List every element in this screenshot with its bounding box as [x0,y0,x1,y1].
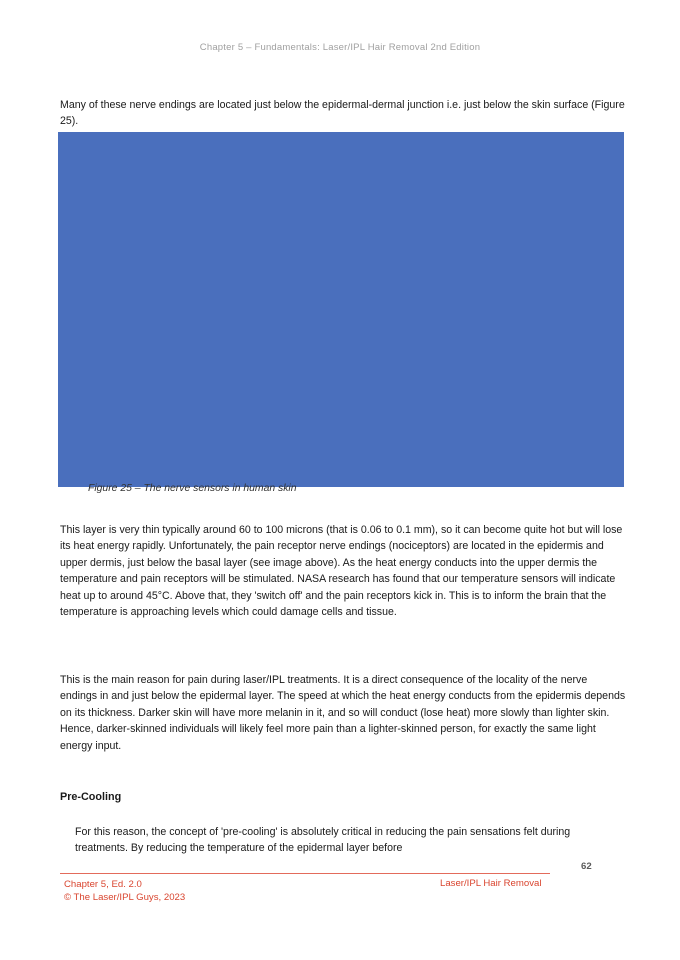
figure-caption: Figure 25 – The nerve sensors in human skin [88,483,297,494]
body-paragraph-pain: This is the main reason for pain during laser/IPL treatments. It is a direct consequence of the locality of the nerve endings in and just below the epidermal layer. The speed at which the heat energy conducts from the epidermis depends on its thickness. Darker skin will have more melanin in it, and so will conduct (lose heat) more slowly than lighter skin. Hence, darker-skinned individuals will likely feel more pain than a lighter-skinned person, for exactly the same light energy input. [60,674,626,752]
footer-copyright: © The Laser/IPL Guys, 2023 [64,892,186,903]
figure-image-placeholder [58,132,624,487]
footer-divider [60,873,550,874]
body-paragraph-layer: This layer is very thin typically around 60 to 100 microns (that is 0.06 to 0.1 mm), so it can become quite hot but will lose its heat energy rapidly. Unfortunately, the pain receptor nerve endings (nociceptors) are located in the epidermis and upper dermis, just below the basal layer (see image above). As the heat energy conducts into the upper dermis the temperature and pain receptors will be stimulated. NASA research has found that our temperature sensors will indicate heat up to around 45°C. Above that, they 'switch off' and the pain receptors kick in. This is to inform the brain that the temperature is approaching levels which could damage cells and tissue. [60,524,623,619]
footer-book-title: Laser/IPL Hair Removal [440,878,542,889]
body-paragraph-precooling: For this reason, the concept of 'pre-cooling' is absolutely critical in reducing the pain sensations felt during treatments. By reducing the temperature of the epidermal layer before [75,826,571,855]
running-header: Chapter 5 – Fundamentals: Laser/IPL Hair Removal 2nd Edition [199,42,481,53]
footer-left [64,878,185,904]
intro-paragraph: Many of these nerve endings are located just below the epidermal-dermal junction i.e. just below the skin surface (Figure 25). [60,99,625,128]
footer-chapter: Chapter 5, Ed. 2.0 [64,879,142,890]
page-number: 62 [581,861,592,872]
section-heading: Pre-Cooling [60,791,122,803]
